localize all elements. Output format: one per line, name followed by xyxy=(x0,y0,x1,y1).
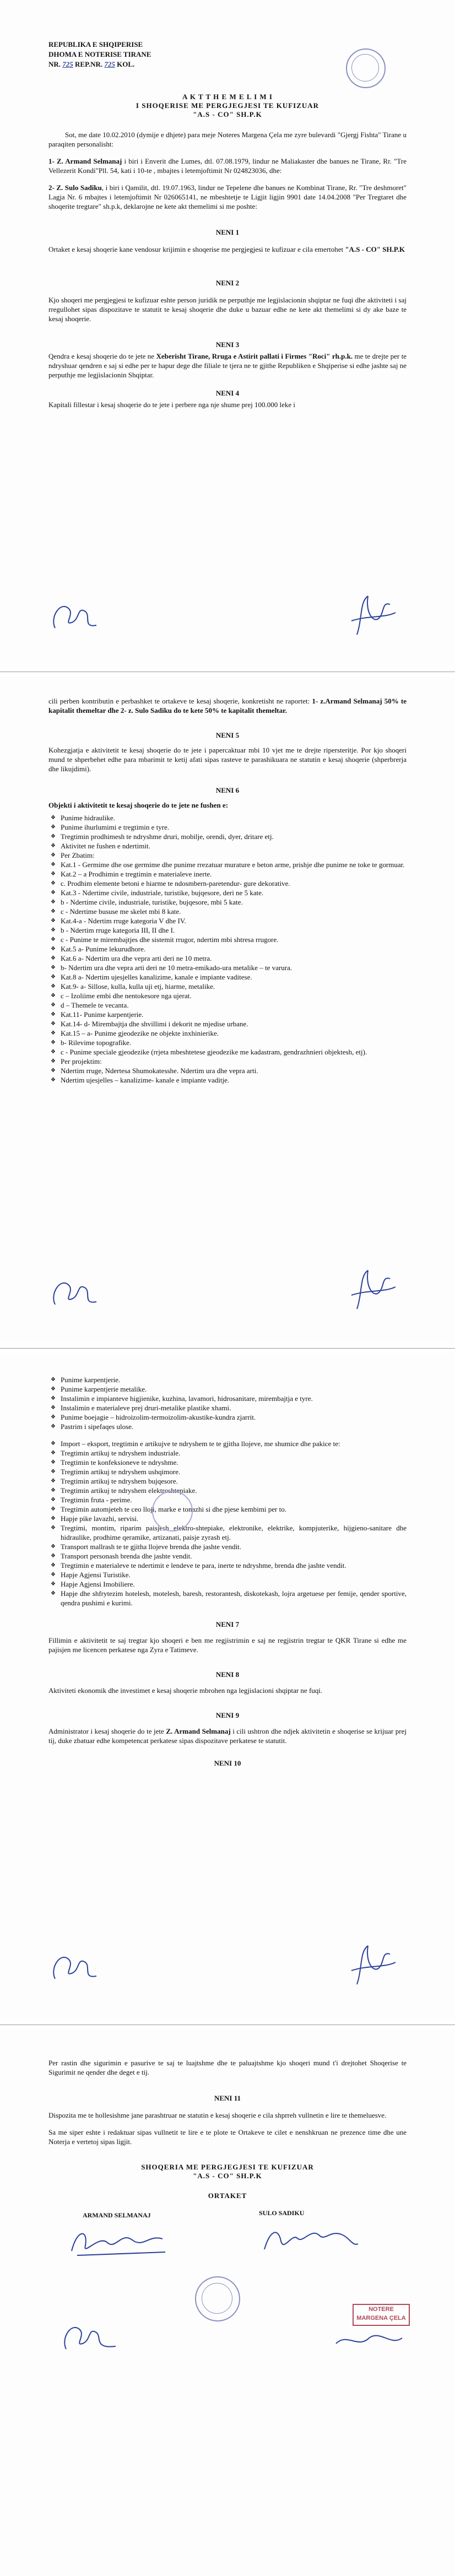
object-list-item xyxy=(48,972,407,982)
object-list-item-text: Kat.5 a- Punime lekurudhore. xyxy=(61,945,146,953)
object-list-page-2 xyxy=(48,813,407,1085)
object-list-item xyxy=(48,1375,407,1384)
diamond-bullet-icon: ❖ xyxy=(51,899,56,905)
object-list-item xyxy=(48,879,407,888)
object-list-item xyxy=(48,1495,407,1505)
diamond-bullet-icon: ❖ xyxy=(51,1414,56,1420)
nene-9-heading: NENI 9 xyxy=(215,1711,240,1719)
act-number: 725 xyxy=(62,60,73,68)
diamond-bullet-icon: ❖ xyxy=(51,852,56,858)
object-list-item xyxy=(48,822,407,832)
diamond-bullet-icon: ❖ xyxy=(51,1040,56,1046)
signature-armand-p2 xyxy=(44,1271,105,1316)
diamond-bullet-icon: ❖ xyxy=(51,1049,56,1055)
intro-paragraph: Sot, me date 10.02.2010 (dymije e dhjete) para meje Noteres Margena Çela me zyre bulevardi "Gjergj Fishta" Tirane u paraqiten personalisht: xyxy=(48,131,407,148)
object-list-item xyxy=(48,832,407,841)
diamond-bullet-icon: ❖ xyxy=(51,1405,56,1411)
object-list-item-text: Transport personash brenda dhe jashte vendit. xyxy=(61,1552,192,1560)
signature-sulo-p2 xyxy=(340,1265,401,1314)
object-list-item xyxy=(48,1010,407,1019)
sign-company-line2: "A.S - CO" SH.P.K xyxy=(193,2172,262,2180)
object-list-item-text: Per projektim: xyxy=(61,1057,102,1065)
object-list-item xyxy=(48,907,407,916)
object-list-item xyxy=(48,1057,407,1066)
signature-armand-final xyxy=(66,2223,176,2262)
object-list-item-text: Hapje Agjensi Imobiliere. xyxy=(61,1580,135,1588)
object-list-item xyxy=(48,944,407,954)
object-list-item-text: Punime boejagie – hidroizolim-termoizolim-akustike-kundra zjarrit. xyxy=(61,1413,256,1421)
object-list-item-text: Tregtimin automjeteh te ceo lloji, marke e tonazhi si dhe pjese kembimi per to. xyxy=(61,1505,287,1513)
object-list-item-text: b - Ndertime civile, industriale, turistike, bujqesore, mbi 5 kate. xyxy=(61,898,243,906)
object-list-item xyxy=(48,1038,407,1047)
signature-notary xyxy=(331,2327,408,2355)
diamond-bullet-icon: ❖ xyxy=(51,1525,56,1531)
object-list-item xyxy=(48,841,407,851)
object-list-item xyxy=(48,935,407,944)
diamond-bullet-icon: ❖ xyxy=(51,955,56,961)
diamond-bullet-icon: ❖ xyxy=(51,834,56,840)
diamond-bullet-icon: ❖ xyxy=(51,1377,56,1383)
nene-7-text: Fillimin e aktivitetit te saj tregtar kjo shoqeri e ben me regjistrimin e saj ne regjistrin tregtar te QKR Tirane si edhe me pajisjen me licencen perkatese nga Zyra e Tatimeve. xyxy=(48,1636,407,1654)
object-list-item xyxy=(48,1579,407,1589)
object-list-item-text: Kat.2 – a Prodhimin e tregtimin e materialeve inerte. xyxy=(61,870,212,878)
nene-4-heading: NENI 4 xyxy=(215,389,240,397)
object-list-item xyxy=(48,1075,407,1085)
doc-title: A K T T H E M E L I M I xyxy=(182,93,273,101)
nene-5-text: Kohezgjatja e aktivitetit te kesaj shoqerie do te jete i papercaktuar mbi 10 vjet me te drejte ripersteritje. Por kjo shoqeri mund te shperbehet edhe para mbarimit te ketij afati sipas rasteve te parashikuara ne statutin e kesaj shoqerie (shperbrerja dhe likujdimi). xyxy=(48,746,407,773)
company-name: "A.S - CO" SH.P.K xyxy=(193,110,262,118)
object-list-item-text: Hapje dhe shfrytezim hotelesh, motelesh, baresh, restorantesh, diskotekash, lojra argetuese per femije, qender sportive, qendra pushimi e kurimi. xyxy=(61,1589,407,1607)
diamond-bullet-icon: ❖ xyxy=(51,1590,56,1597)
object-list-item xyxy=(48,1514,407,1523)
object-list-item xyxy=(48,991,407,1000)
signature-sulo-p1 xyxy=(340,591,401,640)
body-page-2 xyxy=(48,696,407,1085)
object-list-item-text: d – Themele te vecanta. xyxy=(61,1001,129,1009)
object-list-item xyxy=(48,1448,407,1458)
title-block xyxy=(48,93,407,119)
diamond-bullet-icon: ❖ xyxy=(51,1395,56,1401)
object-heading: Objekti i aktivitetit te kesaj shoqerie do te jete ne fushen e: xyxy=(48,801,229,809)
nene-11-heading: NENI 11 xyxy=(214,2094,241,2102)
body-page-4 xyxy=(48,2058,407,2200)
diamond-bullet-icon: ❖ xyxy=(51,1544,56,1550)
object-list-item xyxy=(48,1403,407,1413)
doc-subtitle: I SHOQERISE ME PERGJEGJESI TE KUFIZUAR xyxy=(136,101,319,110)
object-list-item-text: Punime hidraulike. xyxy=(61,814,115,822)
diamond-bullet-icon: ❖ xyxy=(51,862,56,868)
diamond-bullet-icon: ❖ xyxy=(51,1572,56,1578)
object-list-item xyxy=(48,1570,407,1579)
header-republic: REPUBLIKA E SHQIPERISE xyxy=(48,40,143,48)
diamond-bullet-icon: ❖ xyxy=(51,927,56,933)
object-list-item-text: Instalimin e materialeve prej druri-metalike plastike xhami. xyxy=(61,1404,231,1412)
object-list-item xyxy=(48,869,407,879)
nene-8-heading: NENI 8 xyxy=(215,1670,240,1679)
object-list-item-text: Punime karpentjerie. xyxy=(61,1376,121,1384)
nene-1-text: Ortaket e kesaj shoqerie kane vendosur krijimin e shoqerise me pergjegjesi te kufizuar e cila emertohet "A.S - CO" SH.P.K xyxy=(48,245,405,253)
object-list-item xyxy=(48,860,407,869)
object-list-item xyxy=(48,982,407,991)
object-list-item-text: b- Rilevime topografike. xyxy=(61,1038,132,1047)
diamond-bullet-icon: ❖ xyxy=(51,843,56,849)
diamond-bullet-icon: ❖ xyxy=(51,1487,56,1493)
object-list-item xyxy=(48,1384,407,1394)
signer-name-armand: ARMAND SELMANAJ xyxy=(83,2211,151,2219)
header-number-line: NR. 725 REP.NR. 725 KOL. xyxy=(48,60,135,68)
page-1 xyxy=(0,0,455,667)
nene-2-text: Kjo shoqeri me pergjegjesi te kufizuar eshte person juridik ne perputhje me legjislacionin shqiptar ne fuqi dhe aktiviteti i saj rregullohet sipas dispozitave te statutit te kesaj shoqerie dhe duke u bazuar edhe ne kete akt themelimi si dy ake baze te kesaj shoqerie. xyxy=(48,296,407,323)
object-list-item-text: Import – eksport, tregtimin e artikujve te ndryshem te te gjitha llojeve, me shumice dhe pakice te: xyxy=(61,1439,340,1448)
diamond-bullet-icon: ❖ xyxy=(51,1030,56,1036)
notary-seal-final xyxy=(195,2276,240,2321)
object-list-page-3a xyxy=(48,1375,407,1431)
nene-11-text-b: Sa me siper eshte i redaktuar sipas vullnetit te lire e te plote te Ortakeve te cilet e nenshkruan ne prezence time dhe une Noterja e vertetoj sipas ligjit. xyxy=(48,2128,407,2146)
object-list-item xyxy=(48,1542,407,1551)
nene-6-heading: NENI 6 xyxy=(215,786,240,794)
object-list-item xyxy=(48,1561,407,1570)
object-list-page-3b xyxy=(48,1439,407,1608)
object-list-item-text: Aktivitet ne fushen e ndertimit. xyxy=(61,842,150,850)
diamond-bullet-icon: ❖ xyxy=(51,1562,56,1568)
page-3 xyxy=(0,1353,455,2020)
diamond-bullet-icon: ❖ xyxy=(51,937,56,943)
object-list-item-text: Kat.4-a - Ndertim rruge kategoria V dhe IV. xyxy=(61,917,186,925)
object-list-item xyxy=(48,926,407,935)
signature-armand-p3 xyxy=(44,1946,105,1990)
signer-name-sulo: SULO SADIKU xyxy=(259,2209,305,2217)
diamond-bullet-icon: ❖ xyxy=(51,1021,56,1027)
object-list-item-text: Tregtimin artikuj te ndryshem ushqimore. xyxy=(61,1468,181,1476)
object-list-item-text: b - Ndertim rruge kategoria III, II dhe I. xyxy=(61,926,175,934)
object-list-item-text: Tregtimin fruta - perime. xyxy=(61,1496,132,1504)
object-list-item-text: Transport mallrash te te gjitha llojeve brenda dhe jashte vendit. xyxy=(61,1543,242,1551)
object-list-item-text: Tregtimin prodhimesh te ndryshme druri, mobilje, orendi, dyer, dritare etj. xyxy=(61,832,274,841)
nene-3-text: Qendra e kesaj shoqerie do te jete ne Xeberisht Tirane, Rruga e Astirit pallati i Firmes "Roci" rh.p.k. me te drejte per te ndryshuar qendren e saj si edhe per te hapur dege dhe filiale te tjera ne te gjithe Republiken e Shqiperise si edhe jashte saj ne perputhje me legjislacionin Shqiptar. xyxy=(48,352,407,379)
diamond-bullet-icon: ❖ xyxy=(51,871,56,877)
diamond-bullet-icon: ❖ xyxy=(51,1002,56,1008)
diamond-bullet-icon: ❖ xyxy=(51,974,56,980)
diamond-bullet-icon: ❖ xyxy=(51,983,56,989)
object-list-item xyxy=(48,1589,407,1608)
signature-sulo-final xyxy=(259,2219,364,2263)
notary-rect-stamp: NOTERE MARGENA ÇELA xyxy=(353,2304,410,2326)
diamond-bullet-icon: ❖ xyxy=(51,1386,56,1392)
rep-number: 725 xyxy=(104,60,115,68)
diamond-bullet-icon: ❖ xyxy=(51,908,56,914)
object-list-item-text: Instalimin e impianteve higjienike, kuzhina, lavamori, hidrosanitare, mirembajtja e tyre. xyxy=(61,1394,313,1403)
diamond-bullet-icon: ❖ xyxy=(51,918,56,924)
page-2 xyxy=(0,677,455,1343)
object-list-item xyxy=(48,1523,407,1542)
diamond-bullet-icon: ❖ xyxy=(51,880,56,886)
diamond-bullet-icon: ❖ xyxy=(51,1068,56,1074)
insurance-paragraph: Per rastin dhe sigurimin e pasurive te saj te luajtshme dhe te paluajtshme kjo shoqeri mund t'i drejtohet Shoqerise te Sigurimit ne qender dhe deget e tij. xyxy=(48,2059,407,2076)
diamond-bullet-icon: ❖ xyxy=(51,1441,56,1447)
object-list-item-text: Tregtimin artikuj te ndryshem elektroshtepiake. xyxy=(61,1486,197,1495)
nene-5-heading: NENI 5 xyxy=(215,731,240,739)
diamond-bullet-icon: ❖ xyxy=(51,1011,56,1018)
object-list-item-text: Kat.1 - Germime dhe ose germime dhe punime rrezatuar murature e beton arme, prishje dhe punime ne toke te gormuar. xyxy=(61,861,405,869)
diamond-bullet-icon: ❖ xyxy=(51,965,56,971)
object-list-item xyxy=(48,954,407,963)
object-list-item-text: b- Ndertim ura dhe vepra arti deri ne 10 metra-emikado-ura metalike – te varura. xyxy=(61,964,292,972)
nene-2-heading: NENI 2 xyxy=(215,279,240,287)
body-page-3 xyxy=(48,1375,407,1768)
object-list-item xyxy=(48,963,407,972)
nene-9-text: Administrator i kesaj shoqerie do te jete Z. Armand Selmanaj i cili ushtron dhe ndjek aktivitetin e shoqerise se krijuar prej tij, duke zbatuar edhe kompetencat perkatese sipas dispozitave perkatese te statutit. xyxy=(48,1727,407,1745)
diamond-bullet-icon: ❖ xyxy=(51,1516,56,1522)
object-list-item xyxy=(48,813,407,822)
object-list-item-text: Kat.11- Punime karpentjerie. xyxy=(61,1010,144,1019)
notary-seal xyxy=(346,48,386,88)
party-2-paragraph: 2- Z. Sulo Sadiku, i biri i Qamilit, dtl. 19.07.1963, lindur ne Tepelene dhe banues ne Kombinat Tirane, Rr. "Tre deshmoret" Lagja Nr. 6 mbajtes i letemjoftimit Nr 026065141, ne mbeshtetje te Ligjit ligjin 9901 date 14.04.2008 "Per Tregtaret dhe shoqerite tregtare" sh.p.k, deklarojne ne kete akt themelimi si me poshte: xyxy=(48,183,407,210)
nene-11-text-a: Dispozita me te hollesishme jane parashtruar ne statutin e kesaj shoqerie e cila shprreh vullnetin e lire te themeluesve. xyxy=(48,2111,387,2119)
sign-company-line1: SHOQERIA ME PERGJEGJESI TE KUFIZUAR xyxy=(141,2163,314,2171)
object-list-item-text: Tregtimi, montim, riparim paisjesh elektro-shtepiake, elektronike, elektrike, kompjuterike, hijgieno-sanitare dhe hidraulike, prodhime qeramike, artizanati, paisje zyrash etj. xyxy=(61,1524,407,1541)
object-list-item xyxy=(48,1000,407,1010)
object-list-item xyxy=(48,897,407,907)
object-list-item xyxy=(48,1047,407,1057)
object-list-item-text: Kat.3 - Ndertime civile, industriale, turistike, bujqesore, deri ne 5 kate. xyxy=(61,889,264,897)
object-list-item-text: Hapje Agjensi Turistike. xyxy=(61,1571,131,1579)
object-list-item xyxy=(48,851,407,860)
object-list-item-text: Ndertim rruge, Ndertesa Shumokatesshe. Ndertim ura dhe vepra arti. xyxy=(61,1067,258,1075)
nene-4-text: Kapitali fillestar i kesaj shoqerie do te jete i perbere nga nje shume prej 100.000 leke i xyxy=(48,401,295,409)
diamond-bullet-icon: ❖ xyxy=(51,1506,56,1512)
signature-armand-bottom xyxy=(55,2316,127,2360)
party-1-paragraph: 1- Z. Armand Selmanaj i biri i Enverit dhe Lumes, dtl. 07.08.1979, lindur ne Maliakaster dhe banues ne Tirane, Rr. "Tre Vellezerit Kondi"Pll. 54, kati i 10-te , mbajtes i letemjoftimit Nr 024823036, dhe: xyxy=(48,157,407,175)
object-list-item xyxy=(48,1019,407,1029)
object-list-item-text: Kat.9- a- Sillose, kulla, kulla uji etj, hiarme, metalike. xyxy=(61,982,215,991)
signature-armand-p1 xyxy=(44,595,105,639)
object-list-item-text: Tregtimin artikuj te ndryshem industriale. xyxy=(61,1449,181,1457)
object-list-item-text: Tregtimin artikuj te ndryshem bujqesore. xyxy=(61,1477,178,1485)
object-list-item xyxy=(48,1467,407,1476)
nene-3-heading: NENI 3 xyxy=(215,340,240,349)
object-list-item-text: c. Prodhim elemente betoni e hiarme te ndosmbern-paretendur- gure dekorative. xyxy=(61,879,290,887)
object-list-item xyxy=(48,1476,407,1486)
object-list-item-text: Kat.8 a- Ndertim ujesjelles kanalizime, kanale e impiante vaditese. xyxy=(61,973,252,981)
object-list-item-text: c - Punime speciale gjeodezike (rrjeta mbeshtetese gjeodezike me kadastram, gendrazhnieri objektesh, etj). xyxy=(61,1048,367,1056)
page-4 xyxy=(0,2030,455,2576)
object-list-item xyxy=(48,1029,407,1038)
object-list-item xyxy=(48,916,407,926)
object-list-item xyxy=(48,888,407,897)
diamond-bullet-icon: ❖ xyxy=(51,890,56,896)
signature-sulo-p3 xyxy=(340,1940,401,1990)
object-list-item-text: Ndertim ujesjelles – kanalizime- kanale e impiante vaditje. xyxy=(61,1076,230,1084)
diamond-bullet-icon: ❖ xyxy=(51,1077,56,1083)
page-break-2 xyxy=(0,1348,455,1349)
header-chamber: DHOMA E NOTERISE TIRANE xyxy=(48,50,151,58)
diamond-bullet-icon: ❖ xyxy=(51,815,56,821)
nene-10-heading: NENI 10 xyxy=(214,1759,241,1767)
object-list-item xyxy=(48,1066,407,1075)
object-list-item xyxy=(48,1413,407,1422)
object-list-item-text: Tregtimin te konfeksioneve te ndryshme. xyxy=(61,1458,178,1466)
diamond-bullet-icon: ❖ xyxy=(51,1497,56,1503)
diamond-bullet-icon: ❖ xyxy=(51,1478,56,1484)
object-list-item xyxy=(48,1439,407,1448)
diamond-bullet-icon: ❖ xyxy=(51,993,56,999)
nene-1-heading: NENI 1 xyxy=(215,228,240,236)
diamond-bullet-icon: ❖ xyxy=(51,1459,56,1465)
capital-shares-text: cili perben kontributin e perbashket te ortakeve te kesaj shoqerie, konkretisht ne raportet: 1- z.Armand Selmanaj 50% te kapitalit themeltar dhe 2- z. Sulo Sadiku do te kete 50% te kapitalit themeltar. xyxy=(48,697,407,715)
object-list-item-text: Pastrim i sipefaqes ulose. xyxy=(61,1422,134,1431)
object-list-item-text: Kat.14- d- Mirembajtja dhe shvillimi i dekorit ne mjedise urbane. xyxy=(61,1020,248,1028)
object-list-item xyxy=(48,1551,407,1561)
object-list-item-text: c - Ndertime bususe me skelet mbi 8 kate. xyxy=(61,907,181,916)
notary-seal-p3 xyxy=(152,1491,193,1531)
object-list-item-text: Per Zbatim: xyxy=(61,851,95,859)
diamond-bullet-icon: ❖ xyxy=(51,1424,56,1430)
object-list-item-text: c - Punime te mirembajtjes dhe sistemit rrugor, ndertim mbi shtresa rrugore. xyxy=(61,935,279,944)
object-list-item-text: c – Izoliime embi dhe nentokesore nga ujerat. xyxy=(61,992,192,1000)
ortaket-heading: ORTAKET xyxy=(208,2191,247,2200)
body-page-1 xyxy=(48,130,407,409)
diamond-bullet-icon: ❖ xyxy=(51,1469,56,1475)
object-list-item-text: Kat.6 a- Ndertim ura dhe vepra arti deri ne 10 metra. xyxy=(61,954,212,962)
object-list-item xyxy=(48,1394,407,1403)
diamond-bullet-icon: ❖ xyxy=(51,824,56,830)
object-list-item-text: Tregtimin e materialeve te ndertimit e lendeve te para, inerte te ndryshme, brenda dhe jashte vendit. xyxy=(61,1561,346,1570)
object-list-item-text: Punime karpentjerie metalike. xyxy=(61,1385,147,1393)
object-list-item xyxy=(48,1505,407,1514)
object-list-item-text: Punime ihurlumimi e tregtimin e tyre. xyxy=(61,823,170,831)
diamond-bullet-icon: ❖ xyxy=(51,1450,56,1456)
diamond-bullet-icon: ❖ xyxy=(51,1553,56,1559)
nene-8-text: Aktiviteti ekonomik dhe investimet e kesaj shoqerie mbrohen nga legjislacioni shqiptar ne fuqi. xyxy=(48,1686,323,1695)
diamond-bullet-icon: ❖ xyxy=(51,1058,56,1064)
nene-7-heading: NENI 7 xyxy=(215,1620,240,1628)
object-list-item xyxy=(48,1422,407,1431)
diamond-bullet-icon: ❖ xyxy=(51,1581,56,1587)
object-list-item xyxy=(48,1458,407,1467)
object-list-item xyxy=(48,1486,407,1495)
object-list-item-text: Kat.15 – a- Punime gjeodezike ne objekte inxhinierike. xyxy=(61,1029,219,1037)
diamond-bullet-icon: ❖ xyxy=(51,946,56,952)
object-list-item-text: Hapje pike lavazhi, servisi. xyxy=(61,1514,139,1523)
